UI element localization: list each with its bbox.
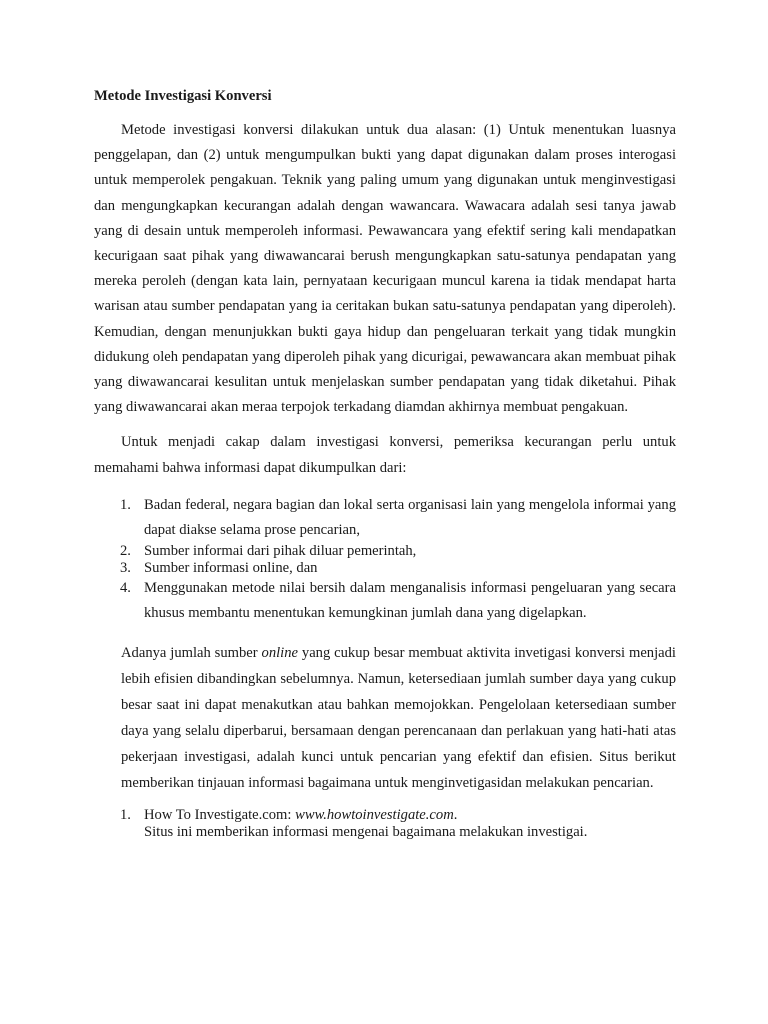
list-item-number: 2. (120, 543, 131, 560)
websites-list (94, 807, 676, 841)
paragraph-online-sources (94, 640, 676, 796)
site-url-link[interactable]: www.howtoinvestigate.com (295, 806, 454, 823)
site-label: How To Investigate.com: (144, 806, 296, 823)
list-item-number: 1. (120, 496, 131, 513)
paragraph-italic-online: online (261, 644, 299, 661)
list-item (94, 493, 676, 543)
paragraph-text-start: Adanya jumlah sumber (121, 644, 262, 661)
paragraph-text-end: yang cukup besar membuat aktivita invetigasi konversi menjadi lebih efisien dibandingkan sebelumnya. Namun, ketersediaan jumlah sumber daya yang cukup besar saat ini dapat menakutkan atau bahkan memojokkan. Pengelolaan ketersediaan sumber daya yang selalu diperbarui, bersamaan dengan perencanaan dan perlakuan yang hati-hati atas pekerjaan investigasi, adalah kunci untuk pencarian yang efektif dan efisien. Situs berikut memberikan tinjauan informasi bagaimana untuk menginvetigasidan melakukan pencarian. (121, 644, 676, 791)
sources-list (94, 493, 676, 627)
paragraph-sources-intro: Untuk menjadi cakap dalam investigasi konversi, pemeriksa kecurangan perlu untuk memahami bahwa informasi dapat dikumpulkan dari: (94, 434, 676, 476)
list-item-number: 3. (120, 559, 131, 576)
site-description: Situs ini memberikan informasi mengenai bagaimana melakukan investigai. (144, 823, 588, 840)
list-item-text: Sumber informai dari pihak diluar pemerintah, (144, 543, 417, 560)
site-url-tail: . (453, 806, 458, 823)
list-item (94, 560, 676, 577)
document-title: Metode Investigasi Konversi (94, 88, 272, 104)
document-page (94, 86, 676, 841)
list-item (94, 543, 676, 560)
list-item-text: Sumber informasi online, dan (144, 559, 318, 576)
list-item-text (144, 807, 676, 841)
list-item-number: 4. (120, 580, 131, 597)
paragraph-intro: Metode investigasi konversi dilakukan untuk dua alasan: (1) Untuk menentukan luasnya penggelapan, dan (2) untuk mengumpulkan bukti yang dapat digunakan dalam proses interogasi untuk memperolek pengakuan. Teknik yang paling umum yang digunakan untuk menginvestigasi dan mengungkapkan kecurangan adalah dengan wawancara. Wawacara adalah sesi tanya jawab yang di desain untuk memperoleh informasi. Pewawancara yang efektif sering kali mendapatkan kecurigaan saat pihak yang diwawancarai berush mengungkapkan satu-satunya pendapatan yang mereka peroleh (dengan kata lain, pernyataan kecurigaan muncul karena ia tidak mendapat harta warisan atau sumber pendapatan yang ia ceritakan bukan satu-satunya pendapatan yang diperoleh). Kemudian, dengan menunjukkan bukti gaya hidup dan pengeluaran terkait yang tidak mungkin didukung oleh pendapatan yang diperoleh pihak yang dicurigai, pewawancara akan membuat pihak yang diwawancarai kesulitan untuk menjelaskan sumber pendapatan yang tidak diketahui. Pihak yang diwawancarai akan meraa terpojok terkadang diamdan akhirnya membuat pengakuan. (94, 122, 676, 416)
list-item (94, 576, 676, 626)
list-item-number: 1. (120, 806, 131, 823)
list-item-text: Badan federal, negara bagian dan lokal serta organisasi lain yang mengelola informai yang dapat diakse selama prose pencarian, (144, 496, 676, 539)
list-item-text: Menggunakan metode nilai bersih dalam menganalisis informasi pengeluaran yang secara khusus membantu menentukan kemungkinan jumlah dana yang digelapkan. (144, 580, 676, 622)
list-item (94, 807, 676, 841)
